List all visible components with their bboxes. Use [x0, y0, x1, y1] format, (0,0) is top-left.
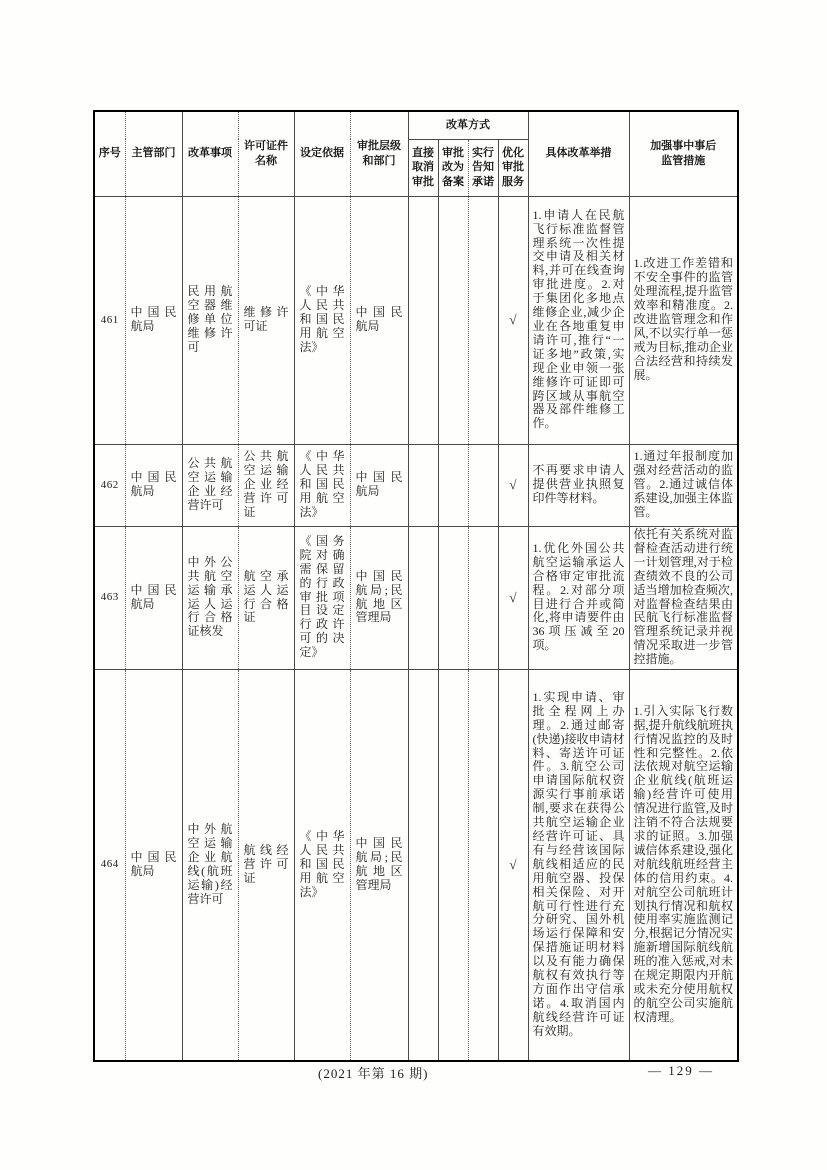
cell-serial: 463	[94, 526, 125, 669]
header-method-direct-cancel: 直接取消审批	[408, 139, 438, 196]
cell-check-notification-commitment	[468, 526, 498, 669]
cell-approval-level: 中国民航局;民航地区管理局	[350, 526, 408, 669]
header-measures: 具体改革举措	[528, 111, 629, 196]
cell-department: 中国民航局	[125, 196, 182, 444]
cell-check-optimize-service: √	[498, 196, 528, 444]
cell-check-change-to-filing	[438, 196, 468, 444]
header-basis: 设定依据	[294, 111, 350, 196]
cell-serial: 462	[94, 444, 125, 526]
header-method-change-to-filing: 审批改为备案	[438, 139, 468, 196]
cell-department: 中国民航局	[125, 526, 182, 669]
cell-check-optimize-service: √	[498, 669, 528, 1061]
cell-supervision: 1.改进工作差错和不安全事件的监管处理流程,提升监管效率和精准度。2.改进监管理念和作风,不以实行单一惩戒为目标,推动企业合法经营和持续发展。	[629, 196, 738, 444]
cell-measures: 不再要求申请人提供营业执照复印件等材料。	[528, 444, 629, 526]
table-row-464	[94, 669, 738, 1061]
table-row-462	[94, 444, 738, 526]
table-row-463	[94, 526, 738, 669]
cell-supervision: 1.通过年报制度加强对经营活动的监管。2.通过诚信体系建设,加强主体监管。	[629, 444, 738, 526]
cell-check-notification-commitment	[468, 669, 498, 1061]
header-reform-method-group: 改革方式	[408, 111, 528, 139]
cell-measures: 1.实现申请、审批全程网上办理。2.通过邮寄(快递)接收申请材料、寄送许可证件。3.航空公司申请国际航权资源实行事前承诺制,要求在获得公共航空运输企业经营许可证、具有与经营该国际航线相适应的民用航空器、投保相关保险、对开航可行性进行充分研究、国外机场运行保障和安保措施证明材料以及有能力确保航权有效执行等方面作出守信承诺。4.取消国内航线经营许可证有效期。	[528, 669, 629, 1061]
header-license-name: 许可证件名称	[238, 111, 294, 196]
cell-check-change-to-filing	[438, 669, 468, 1061]
cell-approval-level: 中国民航局	[350, 196, 408, 444]
cell-license-name: 维修许可证	[238, 196, 294, 444]
header-approval-level: 审批层级和部门	[350, 111, 408, 196]
cell-reform-item: 公共航空运输企业经营许可	[182, 444, 238, 526]
cell-check-notification-commitment	[468, 196, 498, 444]
cell-measures: 1.优化外国公共航空运输承运人合格审定审批流程。2.对部分项目进行合并或简化,将申请要件由36项压减至20项。	[528, 526, 629, 669]
header-method-notification-commitment: 实行告知承诺	[468, 139, 498, 196]
reform-items-table	[93, 110, 739, 1062]
cell-check-direct-cancel	[408, 526, 438, 669]
cell-check-optimize-service: √	[498, 526, 528, 669]
footer-issue-label: (2021 年第 16 期)	[318, 1066, 429, 1081]
cell-check-optimize-service: √	[498, 444, 528, 526]
cell-basis: 《中华人民共和国民用航空法》	[294, 444, 350, 526]
cell-check-change-to-filing	[438, 526, 468, 669]
header-reform-item: 改革事项	[182, 111, 238, 196]
cell-check-direct-cancel	[408, 196, 438, 444]
cell-serial: 461	[94, 196, 125, 444]
cell-basis: 《国务院对确需保留的行政审批项目设定行政许可的决定》	[294, 526, 350, 669]
cell-check-direct-cancel	[408, 444, 438, 526]
cell-basis: 《中华人民共和国民用航空法》	[294, 196, 350, 444]
header-department: 主管部门	[125, 111, 182, 196]
header-method-optimize-service: 优化审批服务	[498, 139, 528, 196]
cell-department: 中国民航局	[125, 669, 182, 1061]
cell-basis: 《中华人民共和国民用航空法》	[294, 669, 350, 1061]
header-serial: 序号	[94, 111, 125, 196]
cell-supervision: 1.引入实际飞行数据,提升航线航班执行情况监控的及时性和完整性。2.依法依规对航空运输企业航线(航班运输)经营许可使用情况进行监管,及时注销不符合法规要求的证照。3.加强诚信体系建设,强化对航线航班经营主体的信用约束。4.对航空公司航班计划执行情况和航权使用率实施监测记分,根据记分情况实施新增国际航线航班的准入惩戒,对未在规定期限内开航或未充分使用航权的航空公司实施航权清理。	[629, 669, 738, 1061]
cell-reform-item: 民用航空器维修单位维修许可	[182, 196, 238, 444]
cell-measures: 1.申请人在民航飞行标准监督管理系统一次性提交申请及相关材料,并可在线查询审批进度。2.对于集团化多地点维修企业,减少企业在各地重复申请许可,推行“一证多地”政策,实现企业申领一张维修许可证即可跨区域从事航空器及部件维修工作。	[528, 196, 629, 444]
cell-supervision: 依托有关系统对监督检查活动进行统一计划管理,对于检查绩效不良的公司适当增加检查频次,对监督检查结果由民航飞行标准监督管理系统记录并视情况采取进一步管控措施。	[629, 526, 738, 669]
header-supervision: 加强事中事后监管措施	[629, 111, 738, 196]
cell-license-name: 公共航空运输企业经营许可证	[238, 444, 294, 526]
cell-reform-item: 中外航空运输企业航线(航班运输)经营许可	[182, 669, 238, 1061]
cell-serial: 464	[94, 669, 125, 1061]
cell-license-name: 航空承运人运行合格证	[238, 526, 294, 669]
cell-approval-level: 中国民航局;民航地区管理局	[350, 669, 408, 1061]
cell-check-change-to-filing	[438, 444, 468, 526]
cell-check-notification-commitment	[468, 444, 498, 526]
cell-reform-item: 中外公共航空运输承运人运行合格证核发	[182, 526, 238, 669]
cell-department: 中国民航局	[125, 444, 182, 526]
table-row-461	[94, 196, 738, 444]
cell-check-direct-cancel	[408, 669, 438, 1061]
footer-page-number: — 129 —	[648, 1063, 714, 1078]
cell-approval-level: 中国民航局	[350, 444, 408, 526]
cell-license-name: 航线经营许可证	[238, 669, 294, 1061]
